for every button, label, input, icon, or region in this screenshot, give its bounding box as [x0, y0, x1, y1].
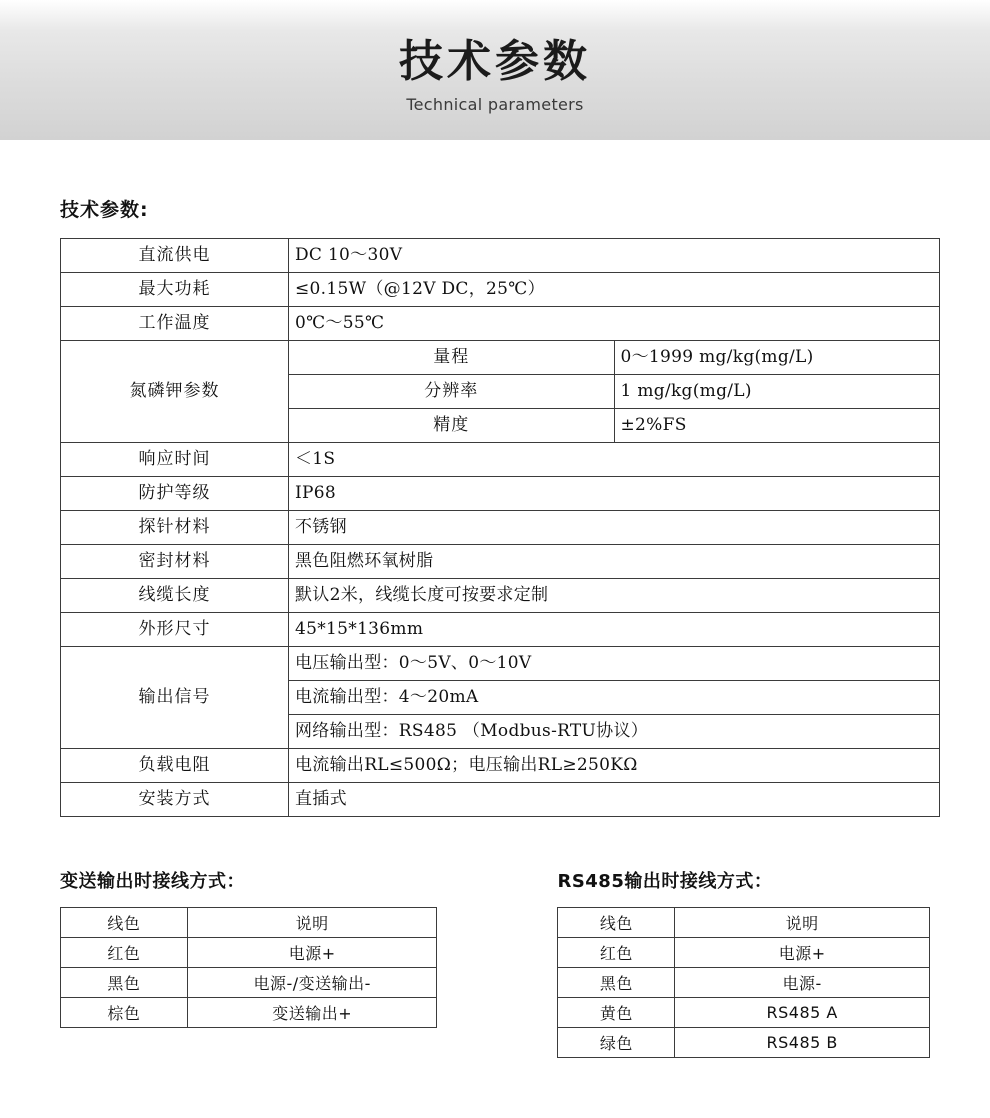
spec-label: 探针材料 — [61, 511, 289, 545]
wire-desc: 变送输出+ — [187, 998, 437, 1028]
table-row — [61, 273, 940, 307]
spec-value: IP68 — [289, 477, 940, 511]
wire-color: 绿色 — [558, 1028, 675, 1058]
spec-value: 黑色阻燃环氧树脂 — [289, 545, 940, 579]
spec-label: 氮磷钾参数 — [61, 341, 289, 443]
spec-label: 工作温度 — [61, 307, 289, 341]
spec-value: 默认2米，线缆长度可按要求定制 — [289, 579, 940, 613]
spec-label: 最大功耗 — [61, 273, 289, 307]
wire-color: 红色 — [558, 938, 675, 968]
table-row — [61, 341, 940, 375]
page-banner — [0, 0, 990, 140]
column-header: 说明 — [187, 908, 437, 938]
table-row — [558, 938, 930, 968]
spec-value: ＜1S — [289, 443, 940, 477]
spec-value: 0℃～55℃ — [289, 307, 940, 341]
table-row — [61, 938, 437, 968]
wiring-analog-title: 变送输出时接线方式： — [60, 871, 245, 892]
wire-color: 黄色 — [558, 998, 675, 1028]
wire-color: 黑色 — [558, 968, 675, 998]
wiring-analog-table — [60, 907, 437, 1028]
table-row — [61, 477, 940, 511]
wire-color: 黑色 — [61, 968, 188, 998]
spec-value: 45*15*136mm — [289, 613, 940, 647]
spec-label: 防护等级 — [61, 477, 289, 511]
spec-label: 外形尺寸 — [61, 613, 289, 647]
spec-label: 线缆长度 — [61, 579, 289, 613]
wiring-rs485-title: RS485输出时接线方式： — [557, 871, 773, 892]
table-row — [61, 613, 940, 647]
wiring-rs485-block — [557, 867, 930, 1058]
spec-value: ≤0.15W（@12V DC，25℃） — [289, 273, 940, 307]
spec-value: ±2%FS — [614, 409, 940, 443]
spec-sublabel: 精度 — [289, 409, 615, 443]
section-title: 技术参数: — [60, 199, 149, 221]
spec-value: 0～1999 mg/kg(mg/L) — [614, 341, 940, 375]
column-header: 线色 — [558, 908, 675, 938]
table-row — [558, 998, 930, 1028]
spec-label: 输出信号 — [61, 647, 289, 749]
table-row — [61, 443, 940, 477]
table-row — [61, 749, 940, 783]
table-row — [558, 968, 930, 998]
wire-desc: RS485 B — [675, 1028, 930, 1058]
wiring-section — [60, 867, 930, 1058]
banner-title: 技术参数 — [399, 36, 591, 87]
spec-sublabel: 量程 — [289, 341, 615, 375]
spec-value: 网络输出型：RS485 （Modbus-RTU协议） — [289, 715, 940, 749]
table-row — [61, 307, 940, 341]
column-header: 说明 — [675, 908, 930, 938]
table-row — [558, 1028, 930, 1058]
table-row — [61, 511, 940, 545]
table-row — [558, 908, 930, 938]
spec-value: 1 mg/kg(mg/L) — [614, 375, 940, 409]
table-row — [61, 998, 437, 1028]
spec-value: 不锈钢 — [289, 511, 940, 545]
specifications-table — [60, 238, 940, 817]
table-row — [61, 239, 940, 273]
table-row — [61, 647, 940, 681]
spec-label: 密封材料 — [61, 545, 289, 579]
spec-label: 安装方式 — [61, 783, 289, 817]
spec-label: 负载电阻 — [61, 749, 289, 783]
table-row — [61, 545, 940, 579]
spec-value: 电压输出型：0～5V、0～10V — [289, 647, 940, 681]
spec-sublabel: 分辨率 — [289, 375, 615, 409]
wire-desc: 电源+ — [187, 938, 437, 968]
spec-label: 直流供电 — [61, 239, 289, 273]
table-row — [61, 783, 940, 817]
spec-value: DC 10～30V — [289, 239, 940, 273]
table-row — [61, 908, 437, 938]
spec-value: 电流输出RL≤500Ω；电压输出RL≥250KΩ — [289, 749, 940, 783]
wire-color: 棕色 — [61, 998, 188, 1028]
wire-desc: 电源+ — [675, 938, 930, 968]
table-row — [61, 968, 437, 998]
table-row — [61, 579, 940, 613]
wire-color: 红色 — [61, 938, 188, 968]
spec-value: 电流输出型：4～20mA — [289, 681, 940, 715]
wire-desc: 电源- — [675, 968, 930, 998]
wire-desc: 电源-/变送输出- — [187, 968, 437, 998]
spec-label: 响应时间 — [61, 443, 289, 477]
banner-subtitle: Technical parameters — [406, 94, 584, 114]
spec-value: 直插式 — [289, 783, 940, 817]
wiring-rs485-table — [557, 907, 930, 1058]
wire-desc: RS485 A — [675, 998, 930, 1028]
wiring-analog-block — [60, 867, 437, 1058]
page-content — [0, 195, 990, 1058]
column-header: 线色 — [61, 908, 188, 938]
